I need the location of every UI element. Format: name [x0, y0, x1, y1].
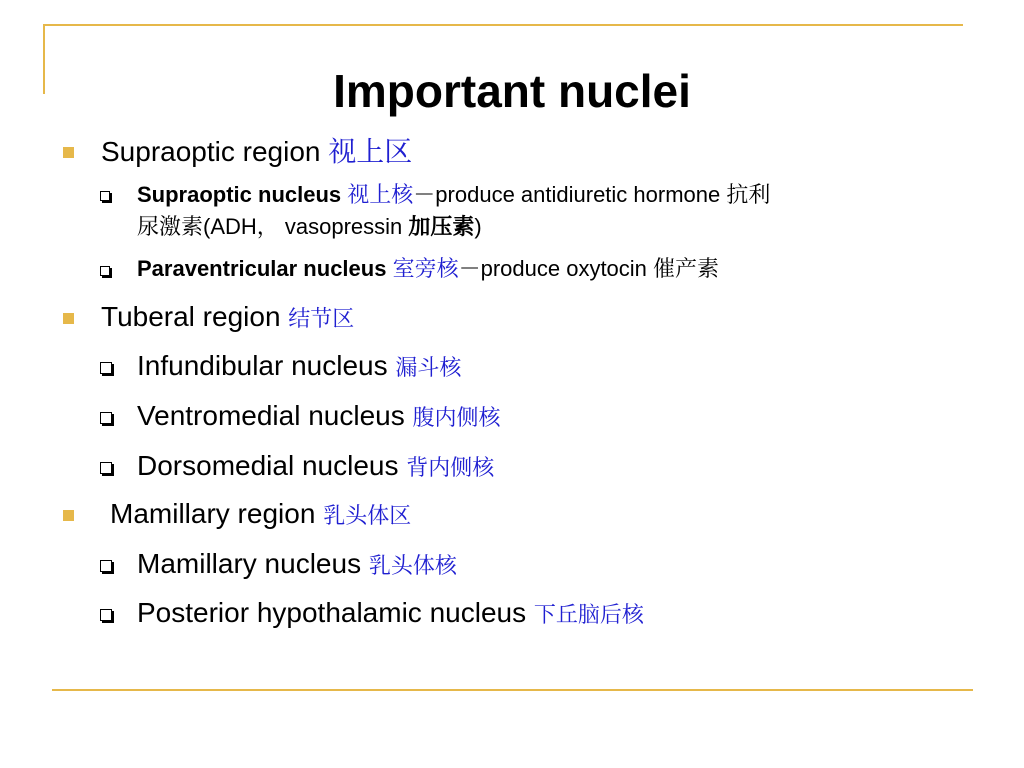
nucleus-description: －produce antidiuretic hormone 抗利 — [413, 182, 771, 207]
nucleus-infundibular — [137, 349, 461, 385]
nucleus-name: Mamillary nucleus — [137, 548, 362, 579]
region-label: Tuberal region — [101, 301, 281, 332]
region-mamillary — [110, 497, 411, 533]
region-label: Mamillary region — [110, 498, 316, 529]
checkbox-bullet-icon — [100, 362, 112, 374]
region-cn-label: 视上区 — [328, 136, 413, 167]
nucleus-description: －produce oxytocin 催产素 — [458, 256, 720, 281]
region-cn-label: 乳头体区 — [323, 503, 412, 528]
slide-title: Important nuclei — [333, 65, 691, 117]
nucleus-name: Dorsomedial nucleus — [137, 450, 399, 481]
nucleus-cn-label: 视上核 — [347, 182, 414, 207]
region-label: Supraoptic region — [101, 136, 321, 167]
nucleus-cn-label: 下丘脑后核 — [533, 602, 644, 627]
vasopressin-cn-label: 加压素 — [408, 214, 475, 239]
region-cn-label: 结节区 — [288, 306, 355, 331]
region-tuberal — [101, 300, 354, 336]
square-bullet-icon — [63, 510, 74, 521]
nucleus-cn-label: 室旁核 — [392, 256, 459, 281]
checkbox-bullet-icon — [100, 266, 110, 276]
frame-bottom-line — [52, 689, 973, 691]
nucleus-name: Posterior hypothalamic nucleus — [137, 597, 527, 628]
frame-top-line — [43, 24, 963, 26]
nucleus-supraoptic-continued — [137, 212, 482, 242]
nucleus-name: Ventromedial nucleus — [137, 400, 405, 431]
nucleus-cn-label: 乳头体核 — [368, 553, 457, 578]
closing-paren: ) — [474, 214, 482, 239]
nucleus-cn-label: 背内侧核 — [406, 455, 495, 480]
nucleus-paraventricular — [137, 254, 719, 284]
checkbox-bullet-icon — [100, 609, 112, 621]
nucleus-name: Supraoptic nucleus — [137, 182, 342, 207]
square-bullet-icon — [63, 313, 74, 324]
square-bullet-icon — [63, 147, 74, 158]
checkbox-bullet-icon — [100, 191, 110, 201]
checkbox-bullet-icon — [100, 560, 112, 572]
nucleus-supraoptic — [137, 180, 770, 210]
region-supraoptic — [101, 135, 412, 169]
nucleus-name: Paraventricular nucleus — [137, 256, 387, 281]
nucleus-posterior-hypothalamic — [137, 596, 644, 632]
nucleus-name: Infundibular nucleus — [137, 350, 388, 381]
nucleus-mamillary — [137, 547, 457, 583]
checkbox-bullet-icon — [100, 462, 112, 474]
nucleus-cn-label: 腹内侧核 — [412, 405, 501, 430]
checkbox-bullet-icon — [100, 412, 112, 424]
nucleus-dorsomedial — [137, 449, 494, 485]
nucleus-cn-label: 漏斗核 — [395, 355, 462, 380]
nucleus-description-cont: 尿激素(ADH， vasopressin — [137, 214, 409, 239]
nucleus-ventromedial — [137, 399, 501, 435]
